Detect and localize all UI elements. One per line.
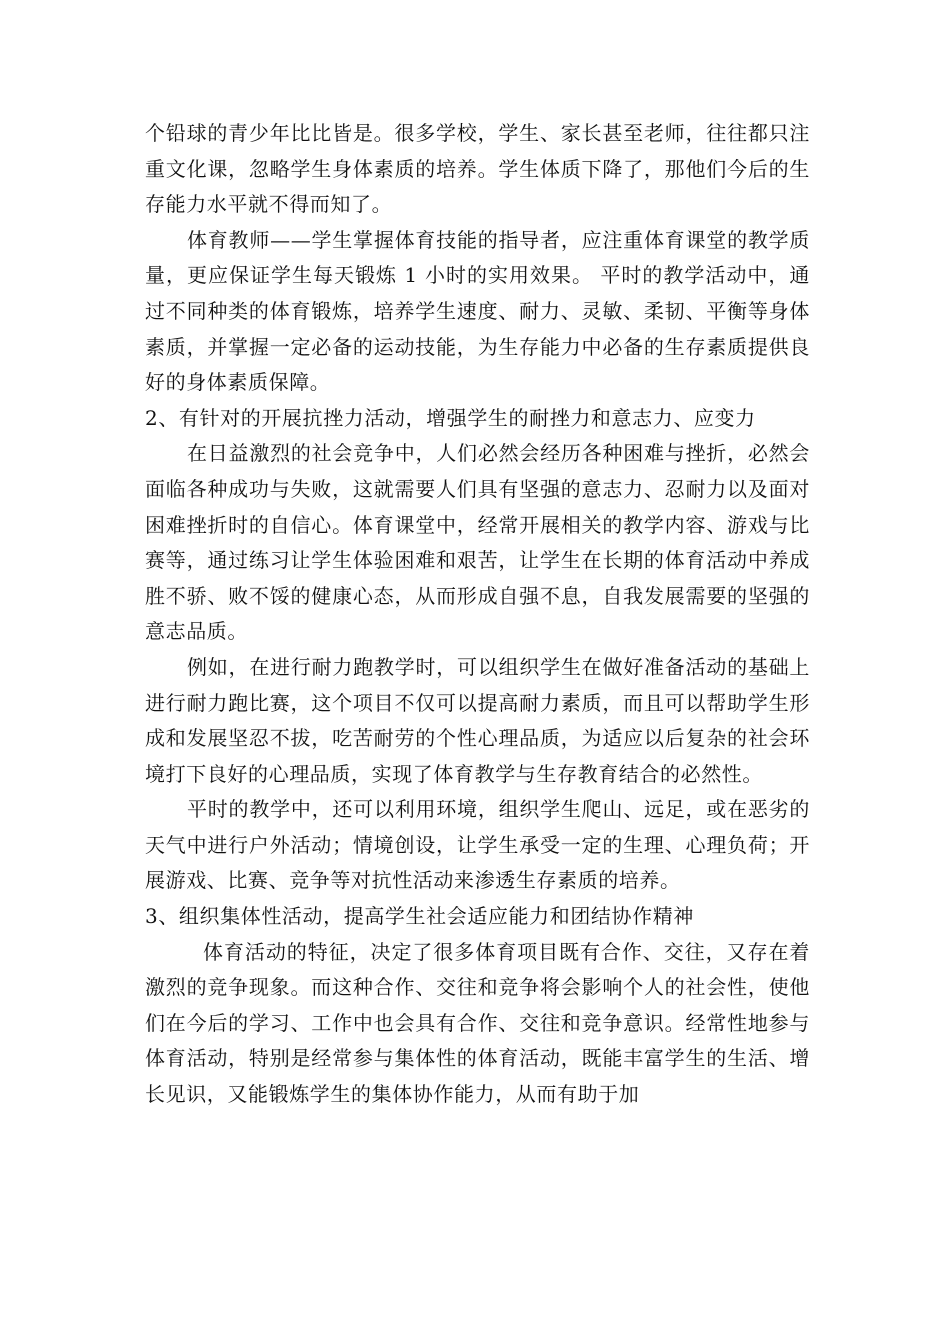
paragraph: 体育活动的特征，决定了很多体育项目既有合作、交往，又存在着激烈的竞争现象。而这种合作、交往和竞争将会影响个人的社会性，使他们在今后的学习、工作中也会具有合作、交往和竞争意识。经常性地参与体育活动，特别是经常参与集体性的体育活动，既能丰富学生的生活、增长见识，又能锻炼学生的集体协作能力，从而有助于加 bbox=[145, 939, 810, 1107]
paragraph: 体育教师——学生掌握体育技能的指导者，应注重体育课堂的教学质量，更应保证学生每天锻炼 1 小时的实用效果。 平时的教学活动中，通过不同种类的体育锻炼，培养学生速度、耐力、灵敏、柔韧、平衡等身体素质，并掌握一定必备的运动技能，为生存能力中必备的生存素质提供良好的身体素质保障。 bbox=[145, 227, 810, 395]
section-heading: 3、组织集体性活动，提高学生社会适应能力和团结协作精神 bbox=[145, 904, 694, 929]
body-text bbox=[145, 116, 810, 1113]
paragraph: 平时的教学中，还可以利用环境，组织学生爬山、远足，或在恶劣的天气中进行户外活动；情境创设，让学生承受一定的生理、心理负荷；开展游戏、比赛、竞争等对抗性活动来渗透生存素质的培养。 bbox=[145, 797, 810, 893]
section-heading: 2、有针对的开展抗挫力活动，增强学生的耐挫力和意志力、应变力 bbox=[145, 405, 756, 430]
paragraph: 在日益激烈的社会竞争中，人们必然会经历各种困难与挫折，必然会面临各种成功与失败，这就需要人们具有坚强的意志力、忍耐力以及面对困难挫折时的自信心。体育课堂中，经常开展相关的教学内容、游戏与比赛等，通过练习让学生体验困难和艰苦，让学生在长期的体育活动中养成胜不骄、败不馁的健康心态，从而形成自强不息，自我发展需要的坚强的意志品质。 bbox=[145, 441, 810, 644]
paragraph: 例如，在进行耐力跑教学时，可以组织学生在做好准备活动的基础上进行耐力跑比赛，这个项目不仅可以提高耐力素质，而且可以帮助学生形成和发展坚忍不拔，吃苦耐劳的个性心理品质，为适应以后复杂的社会环境打下良好的心理品质，实现了体育教学与生存教育结合的必然性。 bbox=[145, 654, 810, 786]
paragraph-continued: 个铅球的青少年比比皆是。很多学校，学生、家长甚至老师，往往都只注重文化课，忽略学生身体素质的培养。学生体质下降了，那他们今后的生存能力水平就不得而知了。 bbox=[145, 121, 810, 217]
